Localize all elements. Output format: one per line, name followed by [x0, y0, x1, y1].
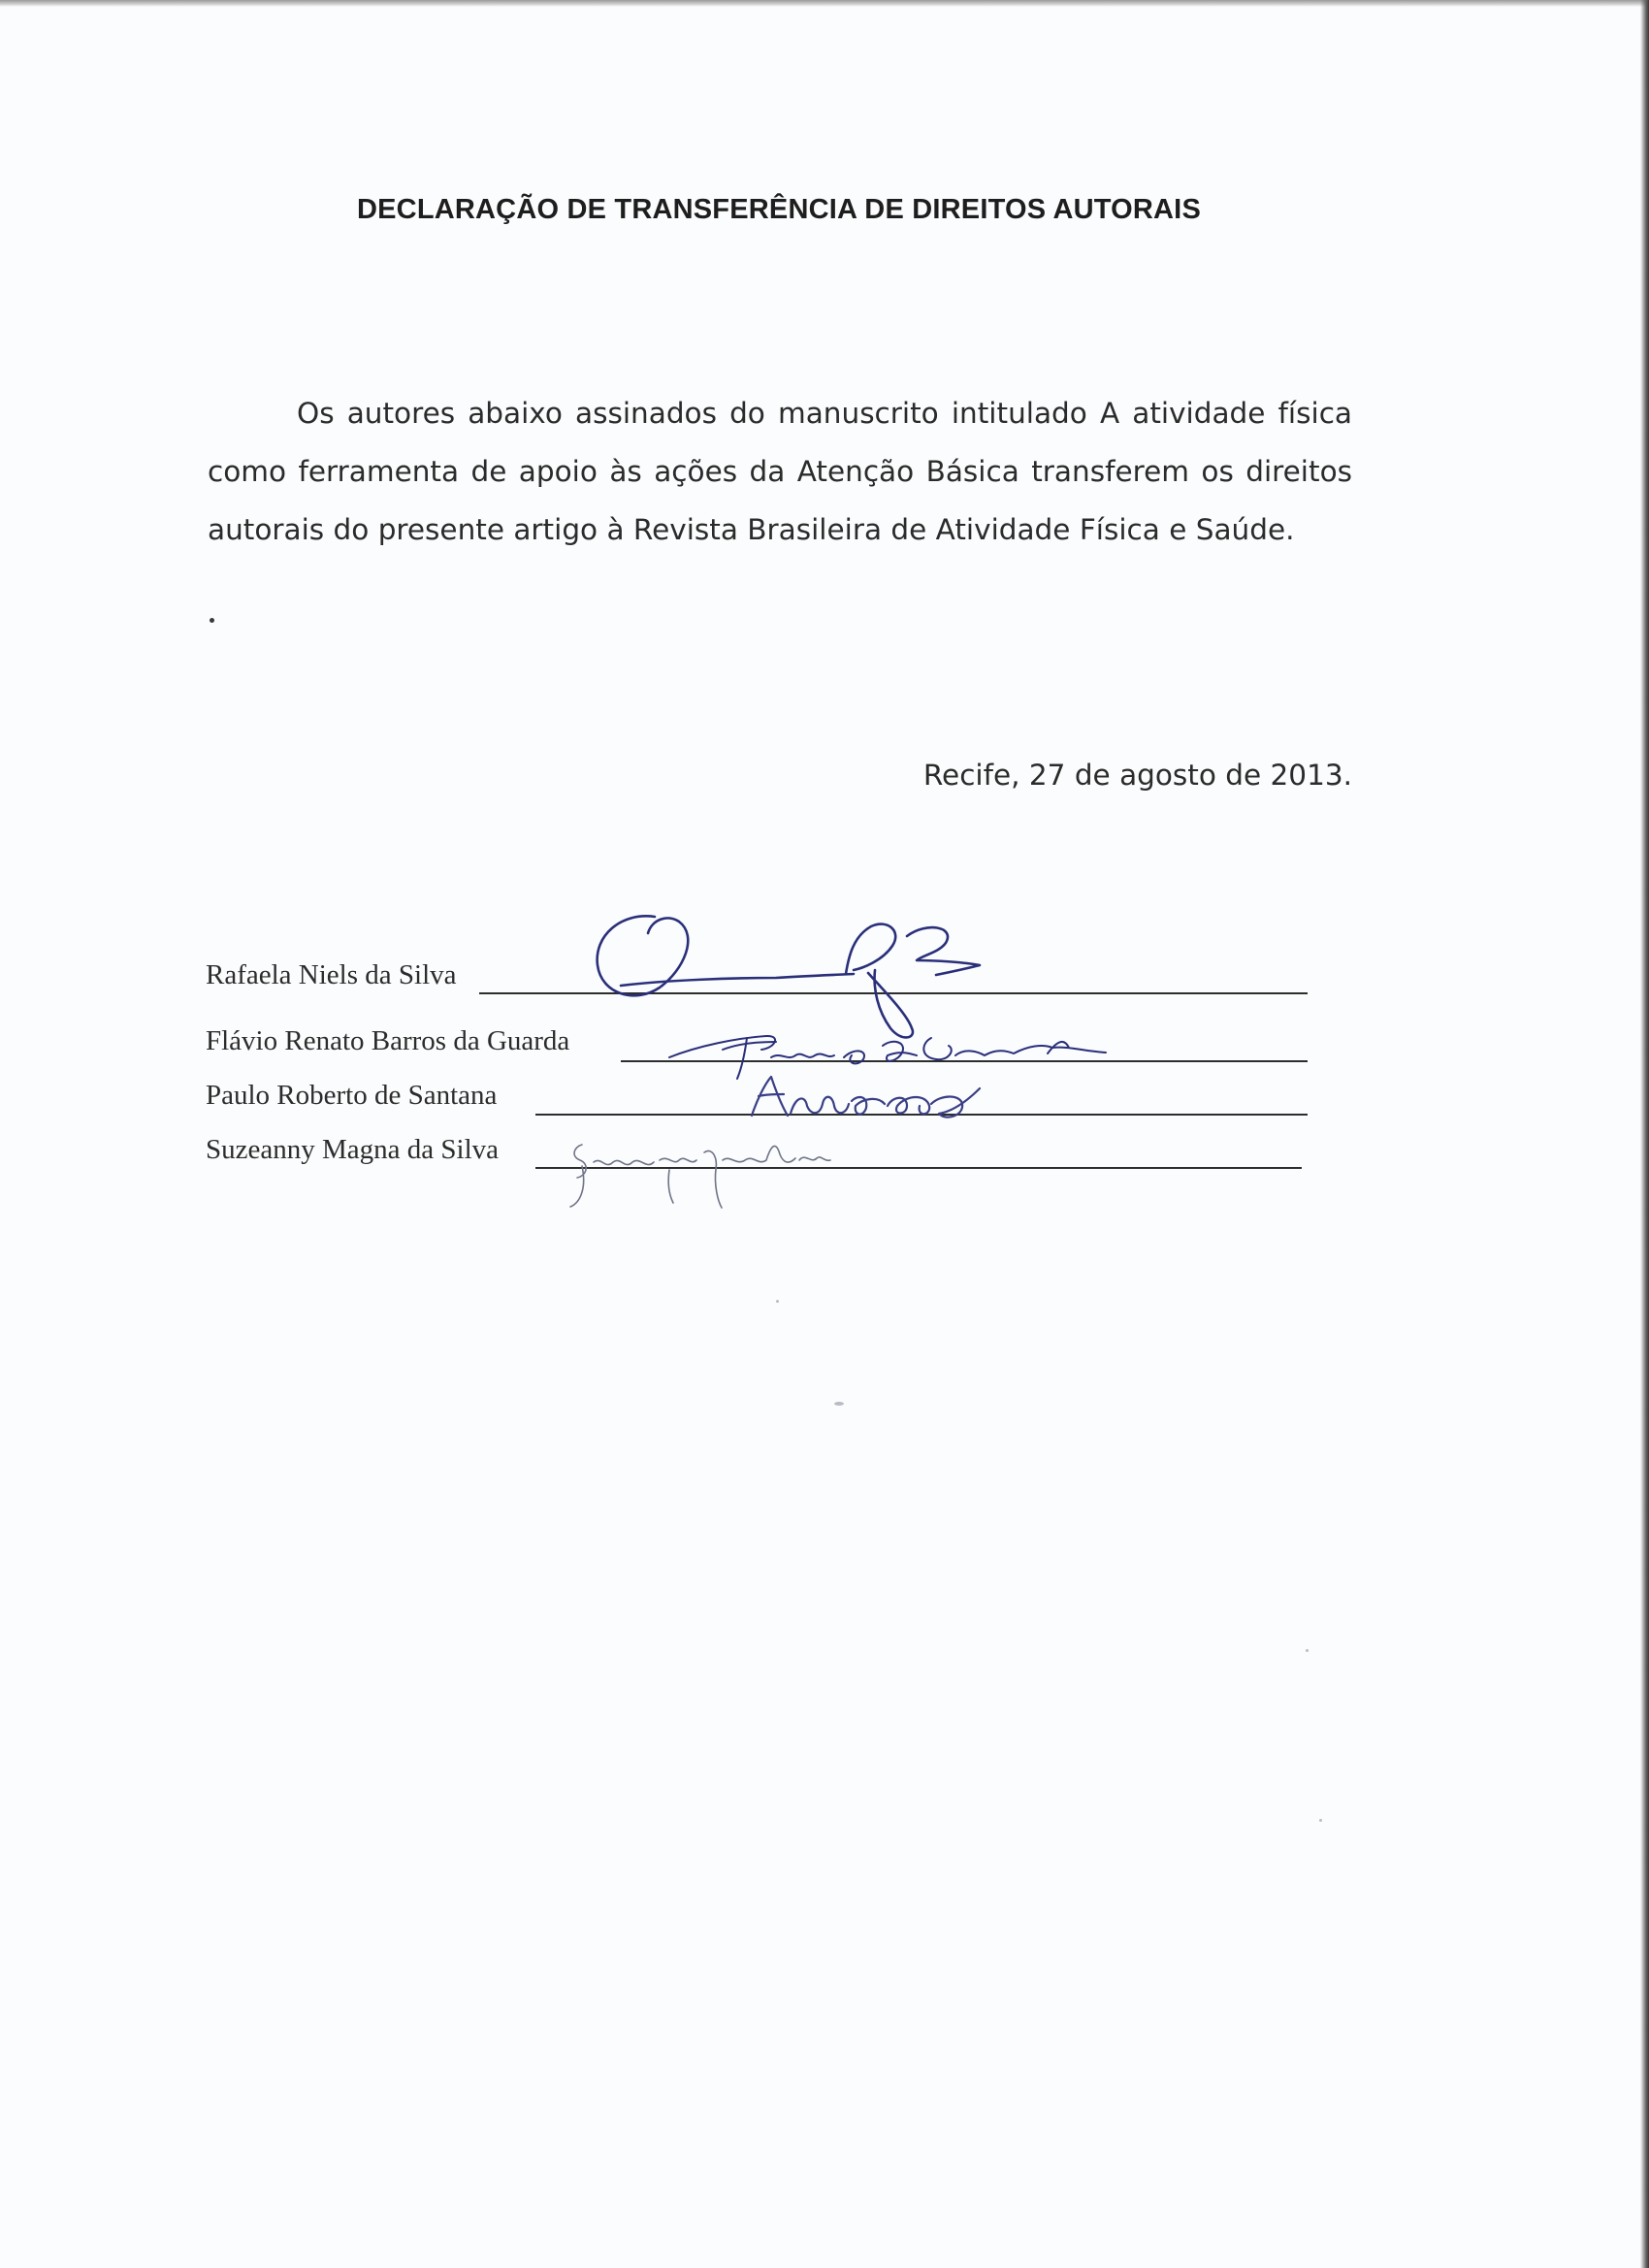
declaration-body	[208, 384, 1352, 559]
signature-row-1	[206, 956, 1311, 995]
scan-edge-top	[0, 0, 1649, 7]
signature-line	[535, 1114, 1308, 1116]
scan-speck	[1306, 1649, 1309, 1652]
signature-row-4	[206, 1131, 1311, 1170]
document-title: DECLARAÇÃO DE TRANSFERÊNCIA DE DIREITOS AUTORAIS	[357, 194, 1201, 225]
scan-speck	[834, 1402, 844, 1406]
signature-line	[479, 992, 1308, 994]
signatory-name: Paulo Roberto de Santana	[206, 1080, 498, 1111]
signature-line	[621, 1060, 1308, 1062]
stray-mark	[210, 618, 214, 623]
signature-row-3	[206, 1077, 1311, 1116]
signatory-name: Suzeanny Magna da Silva	[206, 1134, 500, 1165]
signature-row-2	[206, 1022, 1311, 1061]
signatory-name: Flávio Renato Barros da Guarda	[206, 1025, 570, 1056]
place-and-date: Recife, 27 de agosto de 2013.	[922, 759, 1352, 792]
signatory-name: Rafaela Niels da Silva	[206, 959, 457, 990]
declaration-text: Os autores abaixo assinados do manuscrito intitulado A atividade física como ferramenta de apoio às ações da Atenção Básica transferem os direitos autorais do presente artigo à Revista Brasileira de Atividade Física e Saúde.	[208, 397, 1352, 546]
scan-edge-right	[1640, 0, 1649, 2268]
scan-speck	[776, 1300, 779, 1303]
signature-line	[535, 1167, 1302, 1169]
scan-speck	[1319, 1819, 1322, 1822]
